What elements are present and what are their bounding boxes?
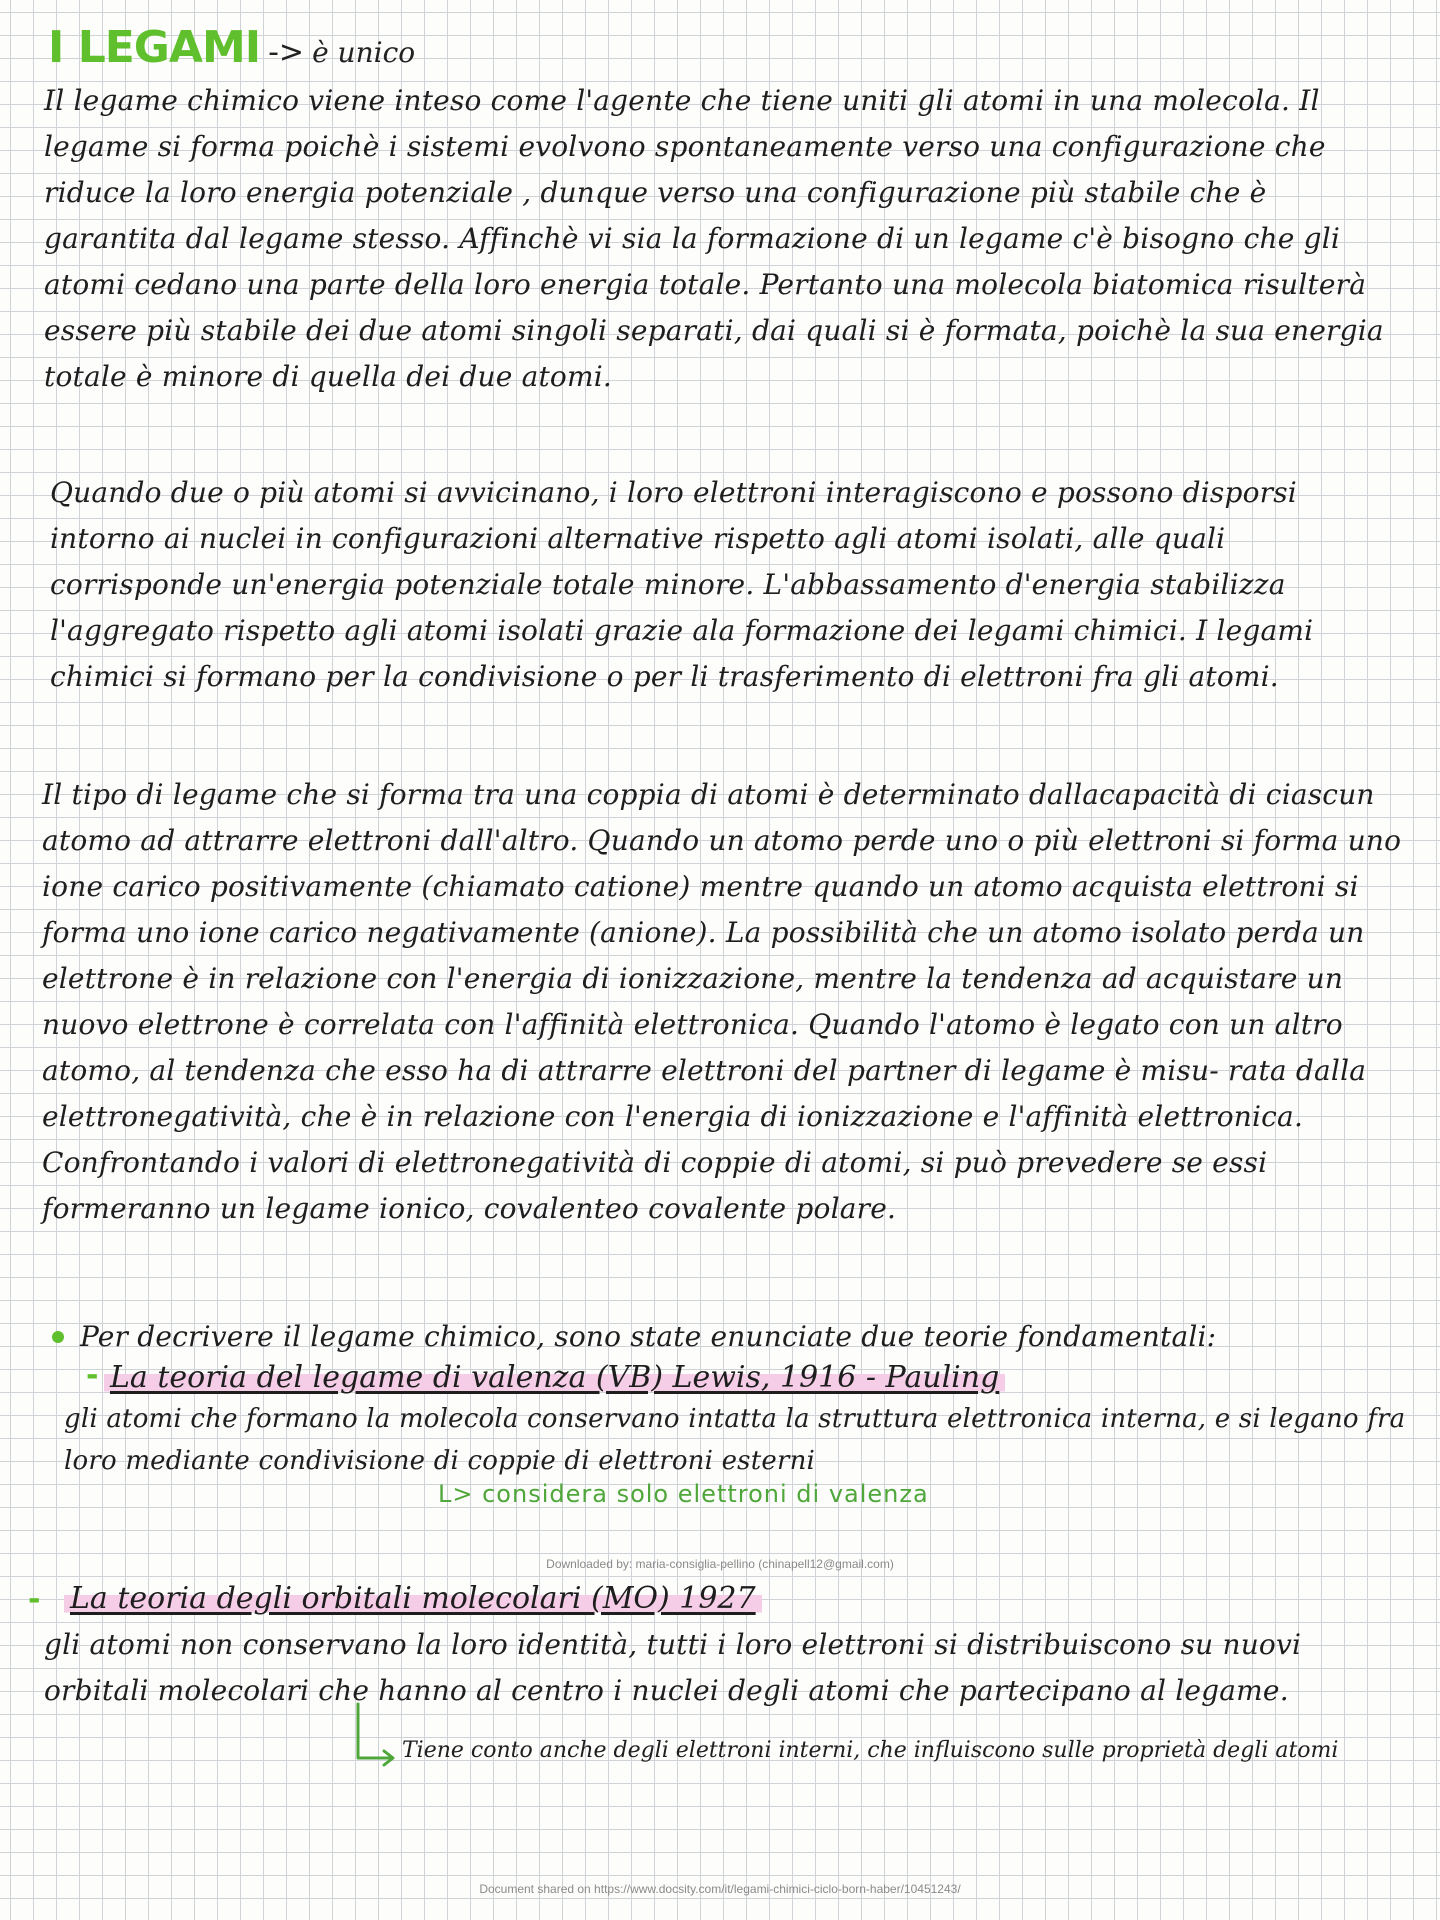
mo-theory-title: La teoria degli orbitali molecolari (MO) 1927 bbox=[64, 1581, 762, 1616]
vb-dash: - bbox=[86, 1358, 99, 1393]
title-block bbox=[48, 22, 415, 73]
document-footer: Document shared on https://www.docsity.com/it/legami-chimici-ciclo-born-haber/10451243/ bbox=[479, 1882, 961, 1896]
paragraph-chemical-bond-definition: Il legame chimico viene inteso come l'agente che tiene uniti gli atomi in una molecola. Il legame si forma poichè i sistemi evolvono spontaneamente verso una configurazione che riduce la loro energia potenziale , dunque verso una configurazione più stabile che è garantita dal legame stesso. Affinchè vi sia la formazione di un legame c'è bisogno che gli atomi cedano una parte della loro energia totale. Pertanto una molecola biatomica risulterà essere più stabile dei due atomi singoli separati, dai quali si è formata, poichè la sua energia totale è minore di quella dei due atomi. bbox=[44, 84, 1384, 393]
mo-theory-description: gli atomi non conservano la loro identità, tutti i loro elettroni si distribuiscono su nuovi orbitali molecolari che hanno al centro i nuclei degli atomi che partecipano al legame. bbox=[44, 1628, 1302, 1707]
corner-arrow-icon bbox=[352, 1702, 398, 1770]
arrow-icon: -> bbox=[268, 35, 305, 70]
mo-theory-note: Tiene conto anche degli elettroni interni, che influiscono sulle proprietà degli atomi bbox=[402, 1738, 1339, 1763]
bullet-dot-icon bbox=[52, 1331, 64, 1343]
vb-theory-title: La teoria del legame di valenza (VB) Lewis, 1916 - Pauling bbox=[104, 1360, 1005, 1395]
paragraph-atoms-approach: Quando due o più atomi si avvicinano, i loro elettroni interagiscono e possono disporsi intorno ai nuclei in configurazioni alternative rispetto agli atomi isolati, alle quali corrisponde un'energia potenziale totale minore. L'abbassamento d'energia stabilizza l'aggregato rispetto agli atomi isolati grazie ala formazione dei legami chimici. I legami chimici si formano per la condivisione o per li trasferimento di elettroni fra gli atomi. bbox=[50, 476, 1314, 693]
paragraph-bond-type: Il tipo di legame che si forma tra una coppia di atomi è determinato dallacapacità di ciascun atomo ad attrarre elettroni dall'altro. Quando un atomo perde uno o più elettroni si forma uno ione carico positivamente (chiamato catione) mentre quando un atomo acquista elettroni si forma uno ione carico negativamente (anione). La possibilità che un atomo isolato perda un elettrone è in relazione con l'energia di ionizzazione, mentre la tendenza ad acquistare un nuovo elettrone è correlata con l'affinità elettronica. Quando l'atomo è legato con un altro atomo, al tendenza che esso ha di attrarre elettroni del partner di legame è misu- rata dalla elettronegatività, che è in relazione con l'energia di ionizzazione e l'affinità elettronica. Confrontando i valori di elettronegatività di coppie di atomi, si può prevedere se essi formeranno un legame ionico, covalenteo covalente polare. bbox=[42, 778, 1402, 1225]
page-title: I LEGAMI bbox=[48, 22, 261, 73]
download-watermark: Downloaded by: maria-consiglia-pellino (chinapell12@gmail.com) bbox=[546, 1557, 894, 1571]
title-note: è unico bbox=[312, 36, 416, 69]
theories-intro bbox=[46, 1320, 1416, 1353]
mo-dash: - bbox=[28, 1582, 41, 1617]
vb-theory-note: L> considera solo elettroni di valenza bbox=[438, 1480, 929, 1508]
vb-theory-description: gli atomi che formano la molecola conservano intatta la struttura elettronica interna, e si legano fra loro mediante condivisione di coppie di elettroni esterni bbox=[64, 1404, 1406, 1476]
theories-intro-text: Per decrivere il legame chimico, sono state enunciate due teorie fondamentali: bbox=[80, 1320, 1217, 1353]
